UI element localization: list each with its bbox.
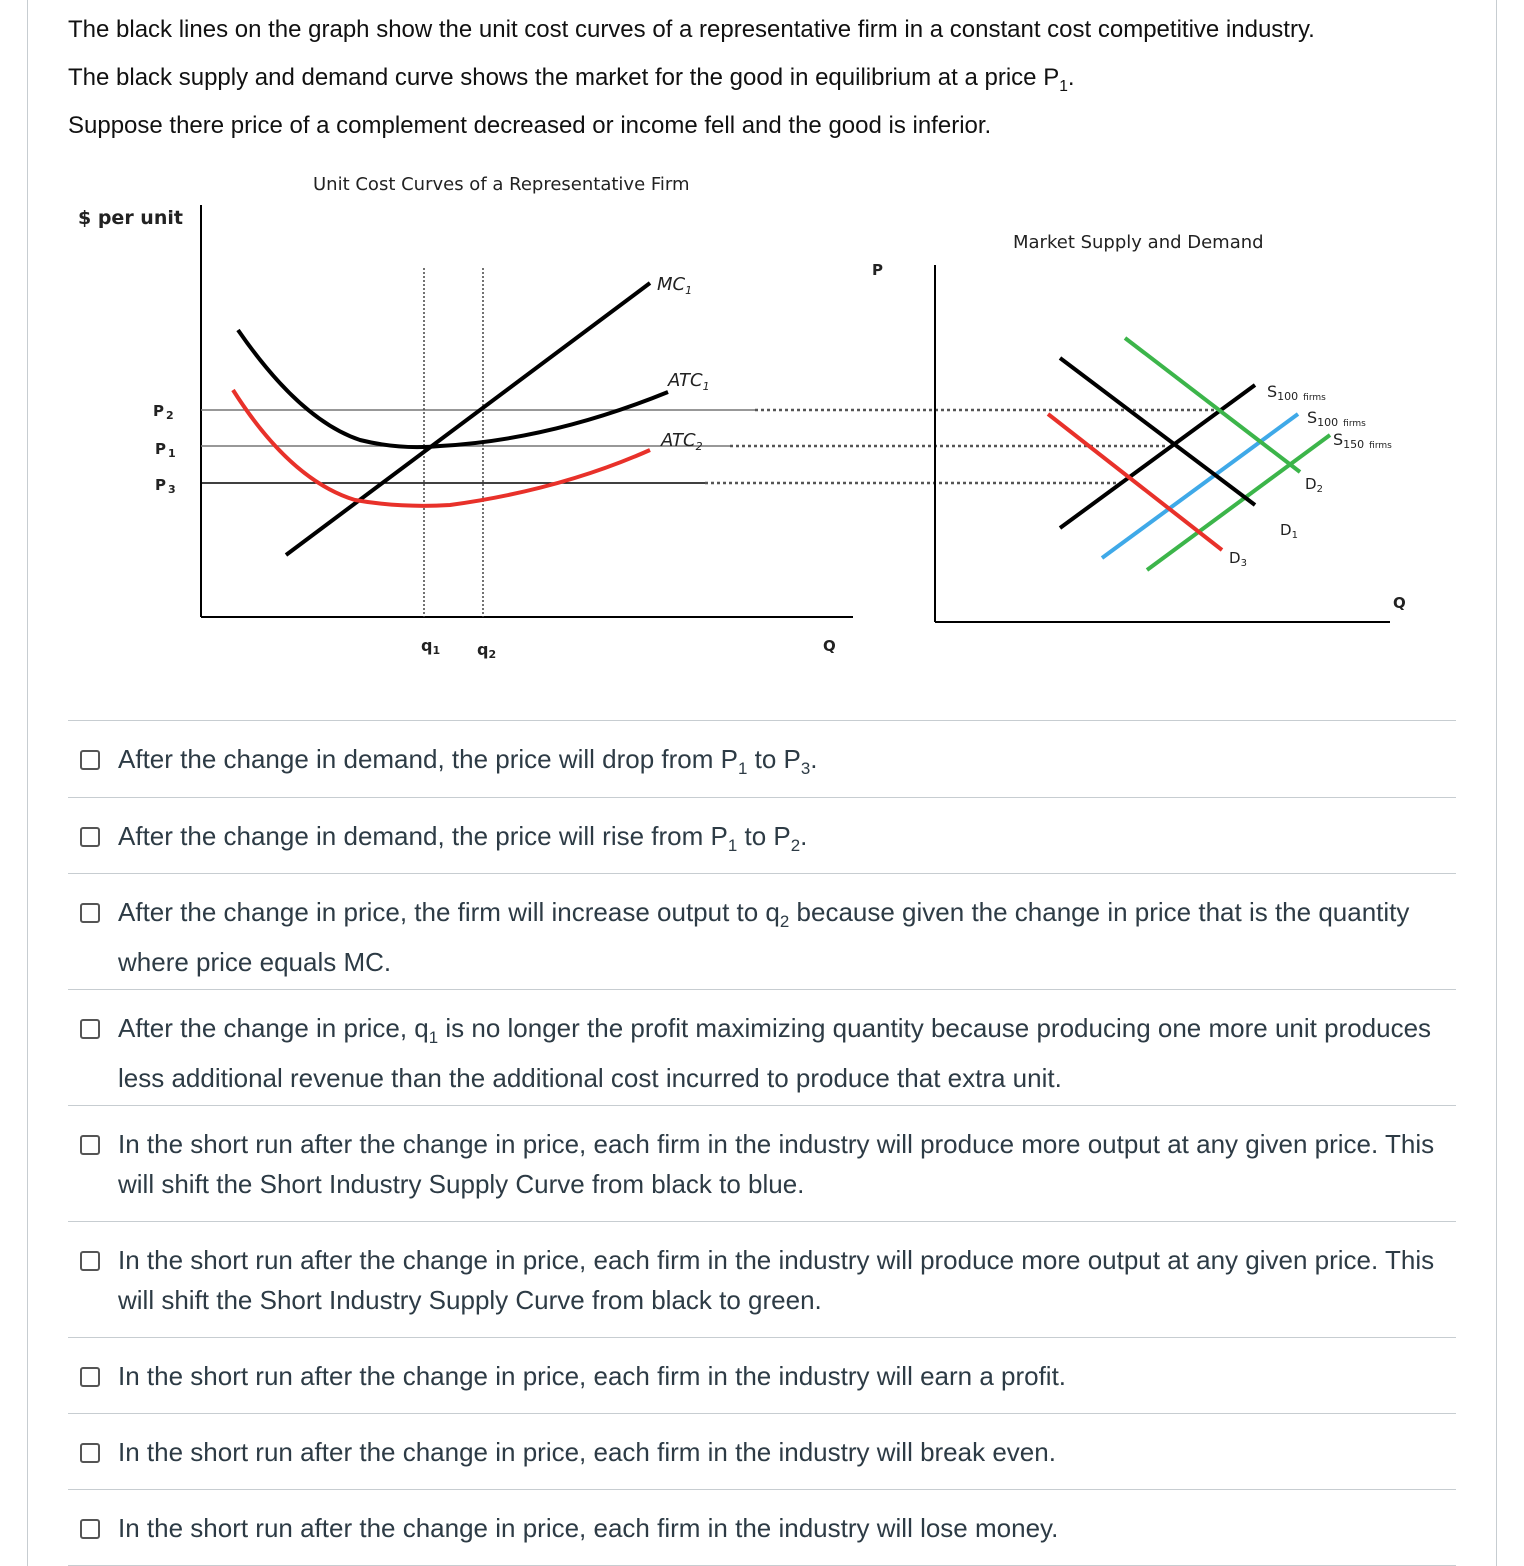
answer-checkbox[interactable] [80, 1135, 100, 1155]
answer-option[interactable] [68, 720, 1456, 797]
answer-checkbox[interactable] [80, 1519, 100, 1539]
answer-option-text: In the short run after the change in price, each firm in the industry will produce more output at any given price. This will shift the Short Industry Supply Curve from black to blue. [118, 1129, 1435, 1199]
tick-p3: P $_3$ [155, 476, 176, 496]
tick-p1: P $_1$ [155, 440, 176, 460]
answer-checkbox[interactable] [80, 750, 100, 770]
answer-option-text: After the change in demand, the price will rise from $P_1$ to $P_2$. [118, 821, 808, 856]
intro-line-1: The black lines on the graph show the unit cost curves of a representative firm in a constant cost competitive industry. [68, 16, 1315, 43]
answer-option[interactable] [68, 989, 1456, 1105]
tick-p2: P $_2$ [153, 402, 174, 422]
tick-q2: q2 [477, 640, 497, 661]
supply-s100-blue [1102, 414, 1298, 558]
answer-checkbox[interactable] [80, 1443, 100, 1463]
answer-option-text: In the short run after the change in price, each firm in the industry will lose money. [118, 1513, 1059, 1543]
answer-option[interactable] [68, 797, 1456, 873]
market-x-axis-label: Q [1393, 594, 1406, 612]
label-s100-blue: S100 firms [1307, 408, 1366, 429]
label-s150-green: S150 firms [1333, 430, 1392, 451]
firm-x-axis-label: Q [823, 637, 836, 655]
economics-graph [0, 160, 1524, 680]
answer-option[interactable] [68, 873, 1456, 989]
answer-options [68, 720, 1456, 1566]
atc1-label: $ATC_1$ [668, 370, 710, 393]
answer-option[interactable] [68, 1221, 1456, 1337]
answer-option-text: After the change in demand, the price will drop from $P_1$ to $P_3$. [118, 744, 818, 779]
answer-checkbox[interactable] [80, 1367, 100, 1387]
intro-line-3: Suppose there price of a complement decreased or income fell and the good is inferior. [68, 112, 992, 139]
answer-checkbox[interactable] [80, 827, 100, 847]
market-chart-title: Market Supply and Demand [1013, 232, 1264, 253]
intro-line-2: The black supply and demand curve shows the market for the good in equilibrium at a price $P_1$. [68, 64, 1075, 95]
answer-option[interactable] [68, 1489, 1456, 1566]
demand-d2-green [1125, 338, 1300, 472]
answer-option[interactable] [68, 1105, 1456, 1221]
answer-checkbox[interactable] [80, 1019, 100, 1039]
answer-checkbox[interactable] [80, 1251, 100, 1271]
answer-option[interactable] [68, 1413, 1456, 1489]
atc2-label: $ATC_2$ [661, 430, 703, 453]
label-d2: $D_2$ [1305, 475, 1323, 495]
demand-d3-red [1048, 414, 1222, 550]
mc-label: $MC_1$ [657, 274, 693, 297]
firm-y-axis-label: $ per unit [78, 207, 183, 229]
answer-option-text: In the short run after the change in price, each firm in the industry will produce more output at any given price. This will shift the Short Industry Supply Curve from black to green. [118, 1245, 1435, 1315]
answer-option-text: After the change in price, the firm will increase output to $q_2$ because given the change in price that is the quantity where price equals MC. [118, 897, 1410, 978]
answer-option-text: After the change in price, $q_1$ is no longer the profit maximizing quantity because producing one more unit produces less additional revenue than the additional cost incurred to produce that extra unit. [118, 1013, 1432, 1094]
label-d1: $D_1$ [1280, 521, 1298, 541]
answer-option[interactable] [68, 1337, 1456, 1413]
answer-option-text: In the short run after the change in price, each firm in the industry will earn a profit. [118, 1361, 1067, 1391]
label-s100-black: S100 firms [1267, 382, 1326, 403]
market-y-axis-label: P [872, 261, 883, 279]
firm-chart-title: Unit Cost Curves of a Representative Firm [313, 174, 690, 195]
answer-checkbox[interactable] [80, 903, 100, 923]
answer-option-text: In the short run after the change in price, each firm in the industry will break even. [118, 1437, 1056, 1467]
tick-q1: q1 [421, 636, 441, 657]
label-d3: $D_3$ [1229, 549, 1247, 569]
supply-s100-black [1060, 385, 1255, 528]
